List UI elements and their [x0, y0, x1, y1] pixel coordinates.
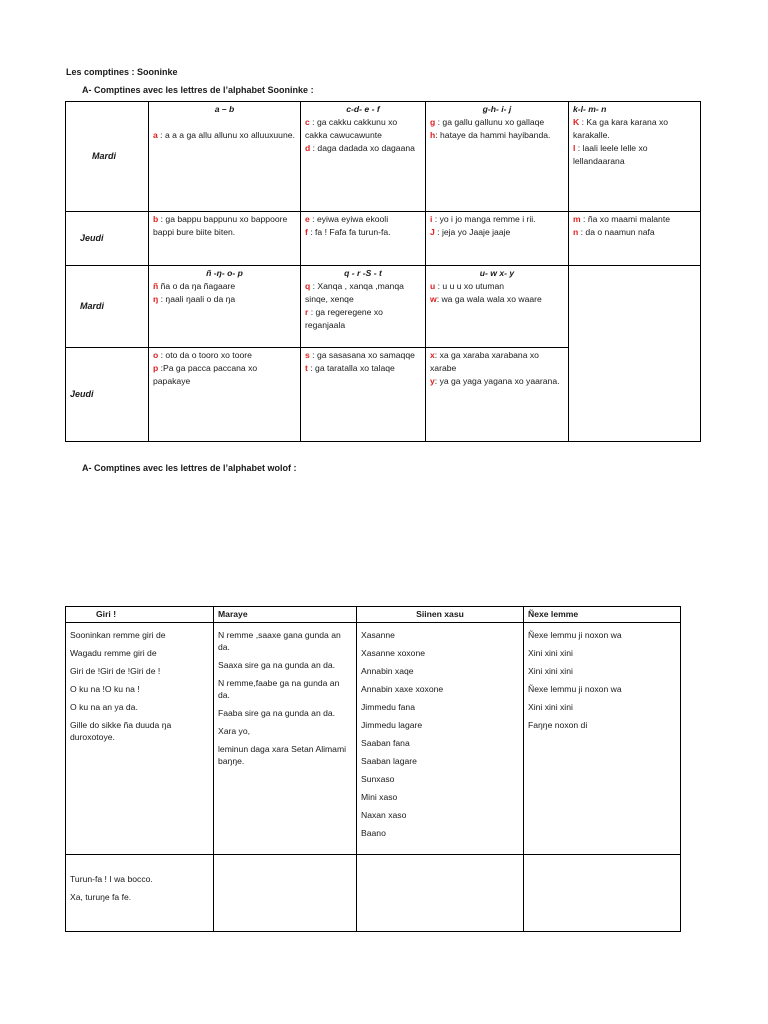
cell-m-n — [569, 212, 701, 266]
song-line: O ku na !O ku na ! — [70, 684, 140, 694]
table-row — [66, 266, 701, 348]
letter-label: q — [305, 281, 311, 291]
song-line: N remme,faabe ga na gunda an da. — [218, 678, 340, 700]
empty-cell — [569, 266, 701, 442]
letter-group-header: q - r -S - t — [344, 268, 382, 278]
cell-n-p — [149, 266, 301, 348]
rhyme-line: h: hataye da hammi hayibanda. — [430, 130, 551, 140]
rhyme-line: g : ga gallu gallunu xo gallaqe — [430, 117, 545, 127]
rhyme-line: r : ga regeregene xo reganjaala — [305, 307, 383, 330]
letter-label: w — [430, 294, 437, 304]
letter-label: r — [305, 307, 309, 317]
cell-k-n — [569, 102, 701, 212]
rhyme-line: x: xa ga xaraba xarabana xo xarabe — [430, 350, 539, 373]
cell-c-f — [301, 102, 426, 212]
song-line: Jimmedu lagare — [361, 720, 423, 730]
song-line: Xara yo, — [218, 726, 251, 736]
letter-group-header: c-d- e - f — [346, 104, 380, 114]
cell-i-j — [426, 212, 569, 266]
song-line: Xini xini xini — [528, 648, 573, 658]
cell-q-t — [301, 266, 426, 348]
cell-g-j — [426, 102, 569, 212]
song-cell — [524, 623, 681, 855]
wolof-table — [65, 606, 681, 932]
day-label: Mardi — [66, 102, 149, 212]
letter-label: n — [573, 227, 579, 237]
section-heading-wolof: A- Comptines avec les lettres de l’alphabet wolof : — [82, 463, 297, 473]
letter-label: ŋ — [153, 294, 159, 304]
cell-b — [149, 212, 301, 266]
sooninke-table — [65, 101, 701, 442]
rhyme-line: p :Pa ga pacca paccana xo papakaye — [153, 363, 258, 386]
letter-group-header: u- w x- y — [479, 268, 515, 278]
document-title: Les comptines : Sooninke — [66, 67, 178, 77]
rhyme-line: d : daga dadada xo dagaana — [305, 143, 415, 153]
letter-label: f — [305, 227, 308, 237]
letter-label: h — [430, 130, 436, 140]
song-line: Xa, turuŋe fa fe. — [70, 892, 132, 902]
song-line: Xini xini xini — [528, 702, 573, 712]
letter-label: ñ — [153, 281, 159, 291]
rhyme-line: y: ya ga yaga yagana xo yaarana. — [430, 376, 560, 386]
letter-label: p — [153, 363, 159, 373]
letter-label: d — [305, 143, 311, 153]
song-line: Ñexe lemmu ji noxon wa — [528, 630, 622, 640]
song-cell — [66, 855, 214, 932]
letter-label: s — [305, 350, 310, 360]
song-line: N remme ,saaxe gana gunda an da. — [218, 630, 341, 652]
rhyme-line: ñ ña o da ŋa ñagaare — [153, 281, 236, 291]
rhyme-line: i : yo i jo manga remme i rii. — [430, 214, 536, 224]
day-label: Jeudi — [66, 212, 149, 266]
column-header: Ñexe lemme — [524, 607, 681, 623]
letter-label: a — [153, 130, 158, 140]
empty-cell — [214, 855, 357, 932]
column-header: Giri ! — [66, 607, 214, 623]
rhyme-line: b : ga bappu bappunu xo bappoore bappi bure biite biten. — [153, 214, 288, 237]
rhyme-line: t : ga taratalla xo talaqe — [305, 363, 395, 373]
rhyme-line: q : Xanqa , xanqa ,manqa sinqe, xenqe — [305, 281, 404, 304]
rhyme-line: e : eyiwa eyiwa ekooli — [305, 214, 389, 224]
song-line: Sooninkan remme giri de — [70, 630, 166, 640]
column-header: Maraye — [214, 607, 357, 623]
song-cell — [357, 623, 524, 855]
letter-label: o — [153, 350, 159, 360]
rhyme-line: K : Ka ga kara karana xo karakalle. — [573, 117, 669, 140]
song-line: Annabin xaqe — [361, 666, 414, 676]
song-line: O ku na an ya da. — [70, 702, 138, 712]
letter-label: e — [305, 214, 310, 224]
song-line: Saaban lagare — [361, 756, 417, 766]
empty-cell — [357, 855, 524, 932]
rhyme-line: J : jeja yo Jaaje jaaje — [430, 227, 511, 237]
song-line: Sunxaso — [361, 774, 395, 784]
song-line: Baano — [361, 828, 386, 838]
table-row — [66, 212, 701, 266]
song-line: Saaban fana — [361, 738, 410, 748]
letter-label: l — [573, 143, 576, 153]
cell-o-p — [149, 348, 301, 442]
letter-label: b — [153, 214, 159, 224]
letter-label: x — [430, 350, 435, 360]
rhyme-line: m : ña xo maami malante — [573, 214, 670, 224]
song-line: Naxan xaso — [361, 810, 407, 820]
letter-label: K — [573, 117, 580, 127]
letter-group-header: ñ -ŋ- o- p — [206, 268, 243, 278]
rhyme-line: n : da o naamun nafa — [573, 227, 655, 237]
rhyme-line: s : ga sasasana xo samaqqe — [305, 350, 415, 360]
day-label: Jeudi — [66, 348, 149, 442]
letter-label: m — [573, 214, 581, 224]
cell-a-b — [149, 102, 301, 212]
column-header: Siinen xasu — [357, 607, 524, 623]
table-row — [66, 623, 681, 855]
rhyme-line: c : ga cakku cakkunu xo cakka cawucawunte — [305, 117, 398, 140]
letter-label: u — [430, 281, 436, 291]
song-line: Turun-fa ! I wa bocco. — [70, 874, 153, 884]
letter-label: y — [430, 376, 435, 386]
song-line: Xini xini xini — [528, 666, 573, 676]
letter-group-header: a – b — [214, 104, 235, 114]
song-cell — [66, 623, 214, 855]
empty-cell — [524, 855, 681, 932]
letter-label: i — [430, 214, 433, 224]
rhyme-line: w: wa ga wala wala xo waare — [430, 294, 542, 304]
day-label: Mardi — [66, 266, 149, 348]
song-line: Annabin xaxe xoxone — [361, 684, 444, 694]
cell-s-t — [301, 348, 426, 442]
table-row — [66, 102, 701, 212]
letter-label: J — [430, 227, 435, 237]
song-line: Xasanne — [361, 630, 395, 640]
song-line: Ñexe lemmu ji noxon wa — [528, 684, 622, 694]
rhyme-line: o : oto da o tooro xo toore — [153, 350, 252, 360]
cell-u-y — [426, 266, 569, 348]
song-line: Faaba sire ga na gunda an da. — [218, 708, 336, 718]
rhyme-line: ŋ : ŋaali ŋaali o da ŋa — [153, 294, 236, 304]
letter-label: t — [305, 363, 308, 373]
song-line: Gille do sikke ña duuda ŋa duroxotoye. — [70, 720, 172, 742]
song-line: Wagadu remme giri de — [70, 648, 157, 658]
rhyme-line: a : a a a ga allu allunu xo alluuxuune. — [153, 130, 295, 140]
song-line: Mini xaso — [361, 792, 398, 802]
song-line: Xasanne xoxone — [361, 648, 426, 658]
letter-group-header: k-l- m- n — [573, 104, 607, 114]
rhyme-line: u : u u u xo utuman — [430, 281, 505, 291]
song-cell — [214, 623, 357, 855]
letter-label: g — [430, 117, 436, 127]
cell-e-f — [301, 212, 426, 266]
rhyme-line: f : fa ! Fafa fa turun-fa. — [305, 227, 391, 237]
song-line: Giri de !Giri de !Giri de ! — [70, 666, 161, 676]
song-line: leminun daga xara Setan Alimami baŋŋe. — [218, 744, 347, 766]
rhyme-line: l : laali leele lelle xo lellandaarana — [573, 143, 648, 166]
song-line: Saaxa sire ga na gunda an da. — [218, 660, 336, 670]
section-heading-sooninke: A- Comptines avec les lettres de l’alphabet Sooninke : — [82, 85, 314, 95]
song-line: Jimmedu fana — [361, 702, 415, 712]
song-line: Faŋŋe noxon di — [528, 720, 588, 730]
cell-x-y — [426, 348, 569, 442]
table-row — [66, 855, 681, 932]
letter-group-header: g-h- i- j — [482, 104, 512, 114]
table-header-row — [66, 607, 681, 623]
letter-label: c — [305, 117, 310, 127]
